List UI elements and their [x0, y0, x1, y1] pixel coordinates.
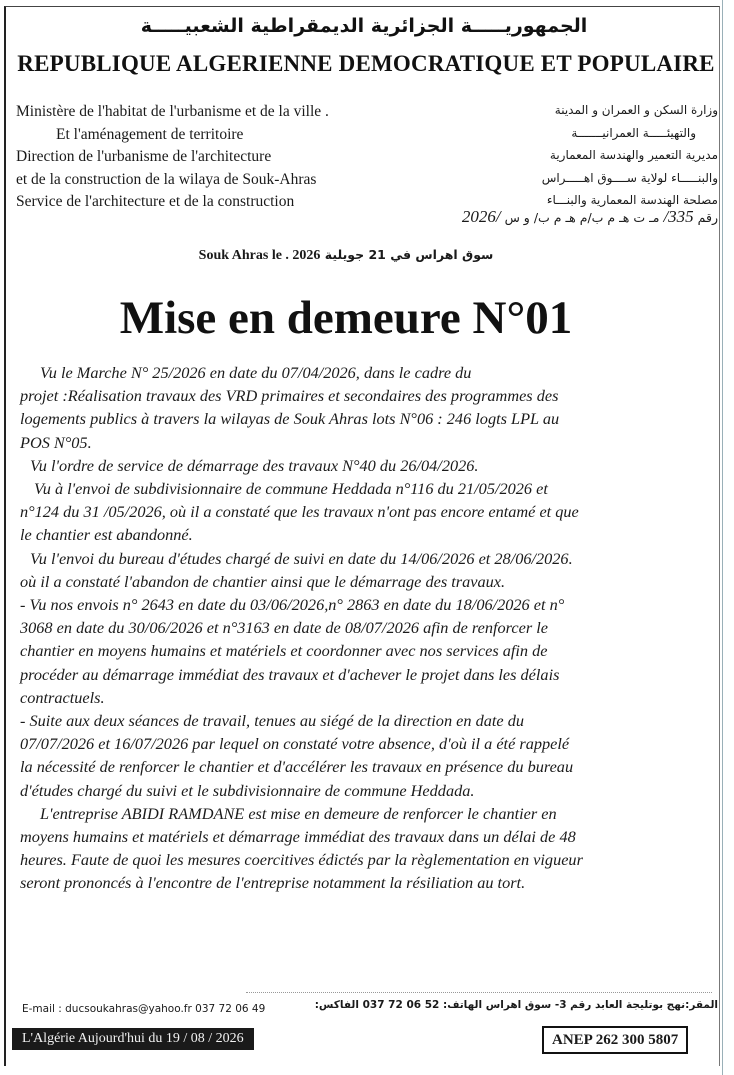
body-line: contractuels. [20, 687, 105, 707]
body-line: logements publics à travers la wilayas de Souk Ahras lots N°06 : 246 logts LPL au [20, 409, 560, 429]
notice-body [20, 361, 720, 895]
body-line: - Suite aux deux séances de travail, tenues au siégé de la direction en date du [20, 711, 524, 731]
arabic-republic-title: الجمهوريـــــة الجزائرية الديمقراطية الشعبيـــــة [140, 15, 588, 37]
body-line: où il a constaté l'abandon de chantier ainsi que le démarrage des travaux. [20, 571, 506, 591]
contact-arabic-address: المقر:نهج بوتليجة العابد رقم 3- سوق اهراس الهاتف: 52 06 72 037 الفاكس: [314, 999, 718, 1011]
reference-num: 335/ [663, 207, 694, 226]
issuer-fr-line: Direction de l'urbanisme de l'architecture [16, 148, 272, 165]
body-line: - Vu nos envois n° 2643 en date du 03/06/2026,n° 2863 en date du 18/06/2026 et n° [20, 595, 565, 615]
document-frame [4, 6, 720, 1066]
body-line: L'entreprise ABIDI RAMDANE est mise en demeure de renforcer le chantier en [40, 803, 557, 823]
place-date-ar: سوق اهراس في 21 جويلية [324, 247, 494, 262]
issuer-ar-line: مصلحة الهندسة المعمارية والبنـــاء [546, 193, 718, 207]
body-line: seront prononcés à l'encontre de l'entreprise notamment la résiliation au tort. [20, 873, 526, 893]
issuer-ar-line: والبنـــــاء لولاية ســــوق اهـــــراس [541, 170, 718, 185]
reference-number [376, 207, 718, 227]
issuer-fr-line: Et l'aménagement de territoire [56, 125, 244, 143]
issuer-fr-line: Ministère de l'habitat de l'urbanisme et de la ville . [16, 103, 329, 120]
body-line: heures. Faute de quoi les mesures coercitives édictés par la règlementation en vigueur [20, 850, 583, 870]
body-line: 3068 en date du 30/06/2026 et n°3163 en date de 08/07/2026 afin de renforcer le [20, 618, 549, 638]
body-line: Vu l'envoi du bureau d'études chargé de suivi en date du 14/06/2026 et 28/06/2026. [30, 548, 573, 568]
body-line: projet :Réalisation travaux des VRD primaires et secondaires des programmes des [20, 386, 559, 406]
body-line: d'études chargé du suivi et le subdivisionnaire de commune Heddada. [20, 780, 475, 800]
reference-codes: مـ ت هـ م ب/م هـ م ب/ و س [504, 210, 660, 225]
body-line: Vu l'ordre de service de démarrage des travaux N°40 du 26/04/2026. [30, 455, 479, 475]
body-line: Vu à l'envoi de subdivisionnaire de commune Heddada n°116 du 21/05/2026 et [34, 479, 548, 499]
body-line: le chantier est abandonné. [20, 525, 193, 545]
issuer-arabic-block [406, 99, 718, 212]
body-line: chantier en moyens humains et matériels et coordonner avec nos services afin de [20, 641, 548, 661]
reference-year: /2026 [461, 207, 501, 226]
french-republic-title: REPUBLIQUE ALGERIENNE DEMOCRATIQUE ET POPULAIRE [17, 51, 715, 76]
page-edge-rule [722, 0, 723, 1075]
issuer-fr-line: Service de l'architecture et de la construction [16, 193, 295, 210]
place-and-date [6, 247, 686, 264]
body-line: 07/07/2026 et 16/07/2026 par lequel on constaté votre absence, d'où il a été rappelé [20, 734, 570, 754]
contact-email-phone: E-mail : ducsoukahras@yahoo.fr 037 72 06 49 [22, 1003, 266, 1015]
document-title: Mise en demeure N°01 [119, 292, 573, 344]
body-line: procéder au démarrage immédiat des travaux et d'achever le projet dans les délais [20, 664, 560, 684]
body-line: moyens humains et matériels et démarrage immédiat des travaux dans un délai de 48 [20, 827, 576, 847]
footer-divider [246, 992, 712, 993]
reference-prefix: رقم [697, 210, 718, 225]
body-line: la nécessité de renforcer le chantier et d'accélérer les travaux en présence du bureau [20, 757, 574, 777]
issuer-ar-line: مديرية التعمير والهندسة المعمارية [549, 148, 718, 162]
body-line: Vu le Marche N° 25/2026 en date du 07/04/2026, dans le cadre du [40, 363, 472, 382]
anep-reference: ANEP 262 300 5807 [542, 1026, 688, 1054]
issuer-fr-line: et de la construction de la wilaya de Souk-Ahras [16, 170, 317, 188]
issuer-french-block [16, 101, 396, 214]
issuer-ar-line: وزارة السكن و العمران و المدينة [554, 103, 718, 117]
publication-source: L'Algérie Aujourd'hui du 19 / 08 / 2026 [12, 1028, 254, 1050]
body-line: POS N°05. [20, 432, 92, 452]
body-line: n°124 du 31 /05/2026, où il a constaté que les travaux n'ont pas encore entamé et que [20, 502, 579, 522]
place-date-fr: Souk Ahras le . 2026 [198, 248, 321, 263]
issuer-ar-line: والتهيئـــــة العمرانيـــــــة [571, 125, 696, 140]
